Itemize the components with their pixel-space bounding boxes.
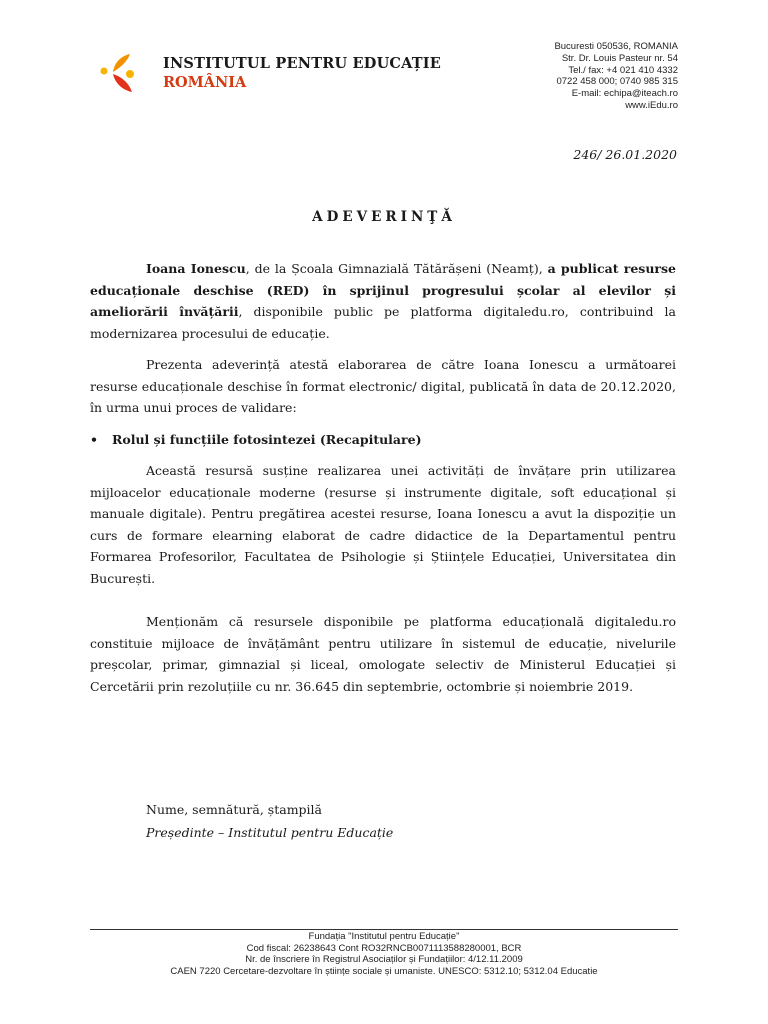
institute-logo-icon — [100, 50, 146, 96]
bullet-icon: • — [90, 431, 98, 447]
contact-website: www.iEdu.ro — [625, 99, 678, 111]
contact-phone-fax: Tel./ fax: +4 021 410 4332 — [568, 64, 678, 76]
signature-block — [146, 798, 393, 844]
document-title: ADEVERINŢĂ — [312, 209, 456, 225]
footer-fiscal-code: Cod fiscal: 26238643 Cont RO32RNCB0071113588280001, BCR — [246, 942, 522, 954]
contact-email: E-mail: echipa@iteach.ro — [571, 88, 678, 100]
paragraph-intro — [90, 258, 676, 344]
footer-registry: Nr. de înscriere în Registrul Asociaților și Fundațiilor: 4/12.11.2009 — [245, 954, 523, 965]
contact-block — [554, 41, 678, 112]
contact-street: Str. Dr. Louis Pasteur nr. 54 — [561, 52, 678, 64]
paragraph-intro-tail: , disponibile public pe platforma digitaledu.ro, contribuind la modernizarea procesului de educație. — [90, 304, 676, 341]
resource-title: Rolul și funcțiile fotosintezei (Recapitulare) — [112, 431, 422, 447]
paragraph-intro-bold: a publicat resurse educaționale deschise (RED) în sprijinul progresului școlar al elevilor și ameliorării învățării — [90, 261, 676, 319]
organization-name-line2: ROMÂNIA — [163, 74, 247, 91]
paragraph-platform-note: Menționăm că resursele disponibile pe platforma educațională digitaledu.ro constituie mijloace de învățământ pentru utilizare în sistemul de educație, nivelurile preșcolar, primar, gimnazial și liceal, omologate selectiv de Ministerul Educației și Cercetării prin rezoluțiile cu nr. 36.645 din septembrie, octombrie și noiembrie 2019. — [90, 614, 676, 694]
reference-number: 246/ 26.01.2020 — [573, 147, 677, 162]
paragraph-resource-description: Această resursă susține realizarea unei activități de învățare prin utilizarea mijloacelor educaționale moderne (resurse și instrumente digitale, soft educațional și manuale digitale). Pentru pregătirea acestei resurse, Ioana Ionescu a avut la dispoziție un curs de formare elearning elaborat de cadre didactice de la Departamentul pentru Formarea Profesorilor, Facultatea de Psihologie și Științele Educației, Universitatea din București. — [90, 463, 676, 586]
signatory-role: Președinte – Institutul pentru Educație — [146, 825, 394, 840]
recipient-name: Ioana Ionescu — [146, 261, 246, 276]
resource-list-item — [90, 429, 676, 451]
contact-address: Bucuresti 050536, ROMANIA — [554, 41, 678, 52]
footer-foundation: Fundația "Institutul pentru Educație" — [308, 931, 460, 942]
organization-name-line1: INSTITUTUL PENTRU EDUCAȚIE — [163, 55, 442, 72]
footer — [0, 931, 768, 977]
organization-name — [163, 55, 441, 91]
paragraph-intro-text: , de la Școala Gimnazială Tătărășeni (Neamț), — [245, 261, 548, 276]
document-body — [90, 258, 676, 697]
footer-caen: CAEN 7220 Cercetare-dezvoltare în științe sociale și umaniste. UNESCO: 5312.10; 5312.04 Educatie — [170, 965, 598, 977]
paragraph-attestation: Prezenta adeverință atestă elaborarea de către Ioana Ionescu a următoarei resurse educaționale deschise în format electronic/ digital, publicată în data de 20.12.2020, în urma unui proces de validare: — [90, 357, 676, 415]
signature-label: Nume, semnătură, ștampilă — [146, 802, 322, 817]
footer-divider — [90, 929, 678, 930]
contact-mobile: 0722 458 000; 0740 985 315 — [556, 76, 678, 88]
